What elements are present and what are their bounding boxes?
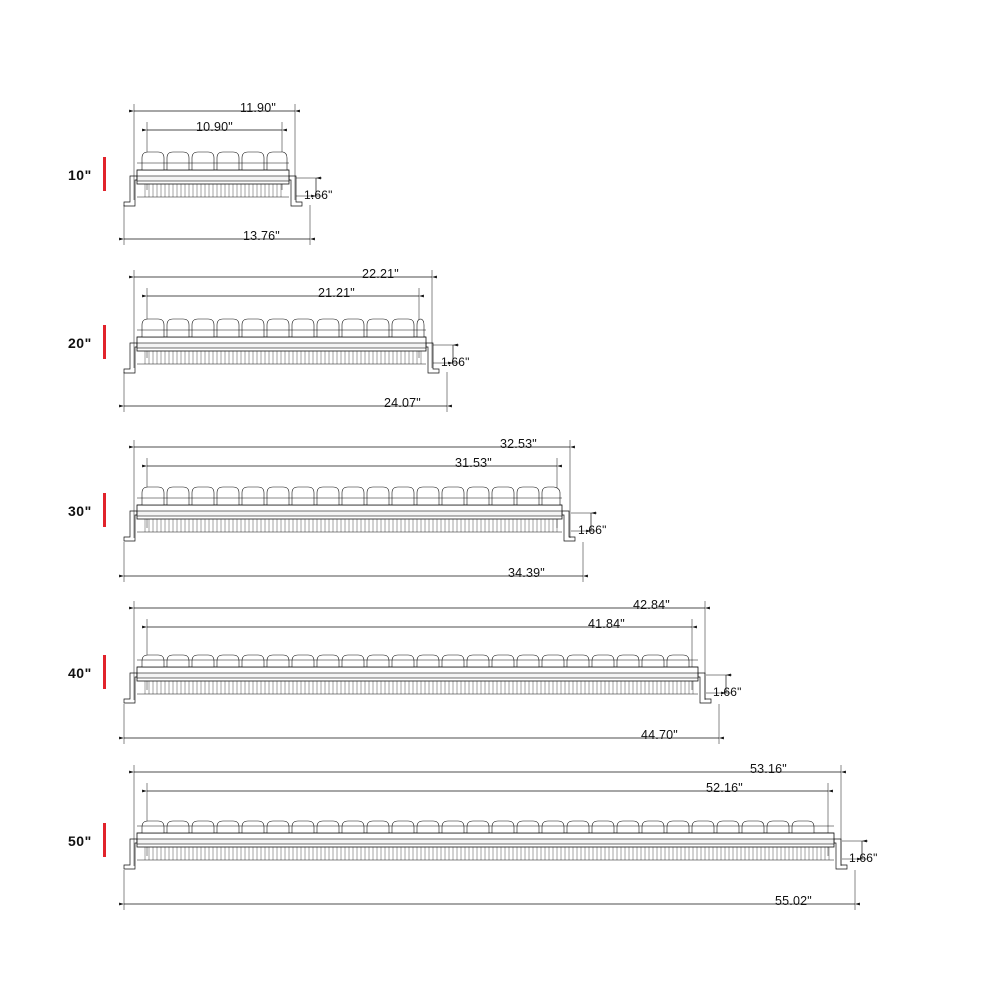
dim-50-top-inner: 52.16" bbox=[706, 781, 743, 795]
dim-10-height: 1.66" bbox=[304, 188, 333, 202]
light-bar-30 bbox=[124, 487, 575, 541]
size-tick-10 bbox=[103, 157, 106, 191]
dim-40-top-inner: 41.84" bbox=[588, 617, 625, 631]
size-label-40: 40" bbox=[68, 665, 92, 681]
light-bar-40 bbox=[124, 655, 711, 703]
size-tick-50 bbox=[103, 823, 106, 857]
dim-50-height: 1.66" bbox=[849, 851, 878, 865]
row-50-linework bbox=[124, 765, 868, 910]
dim-10-top-outer: 11.90" bbox=[240, 101, 276, 115]
dim-30-top-inner: 31.53" bbox=[455, 456, 492, 470]
dim-50-top-outer: 53.16" bbox=[750, 762, 787, 776]
dim-20-top-inner: 21.21" bbox=[318, 286, 355, 300]
dim-10-bottom: 13.76" bbox=[243, 229, 280, 243]
size-label-30: 30" bbox=[68, 503, 92, 519]
light-bar-20 bbox=[124, 319, 439, 373]
size-tick-20 bbox=[103, 325, 106, 359]
row-40-linework bbox=[124, 601, 732, 744]
size-tick-40 bbox=[103, 655, 106, 689]
dim-50-bottom: 55.02" bbox=[775, 894, 812, 908]
light-bar-50 bbox=[124, 821, 847, 869]
light-bar-10 bbox=[124, 152, 302, 206]
row-20-linework bbox=[124, 270, 459, 412]
size-label-10: 10" bbox=[68, 167, 92, 183]
dim-30-top-outer: 32.53" bbox=[500, 437, 537, 451]
dim-30-bottom: 34.39" bbox=[508, 566, 545, 580]
dim-40-top-outer: 42.84" bbox=[633, 598, 670, 612]
size-tick-30 bbox=[103, 493, 106, 527]
dim-20-top-outer: 22.21" bbox=[362, 267, 399, 281]
size-label-20: 20" bbox=[68, 335, 92, 351]
size-label-50: 50" bbox=[68, 833, 92, 849]
dim-20-bottom: 24.07" bbox=[384, 396, 421, 410]
row-30-linework bbox=[124, 440, 597, 582]
dim-10-top-inner: 10.90" bbox=[196, 120, 233, 134]
dim-20-height: 1.66" bbox=[441, 355, 470, 369]
dim-40-height: 1.66" bbox=[713, 685, 742, 699]
dim-40-bottom: 44.70" bbox=[641, 728, 678, 742]
dim-30-height: 1.66" bbox=[578, 523, 607, 537]
